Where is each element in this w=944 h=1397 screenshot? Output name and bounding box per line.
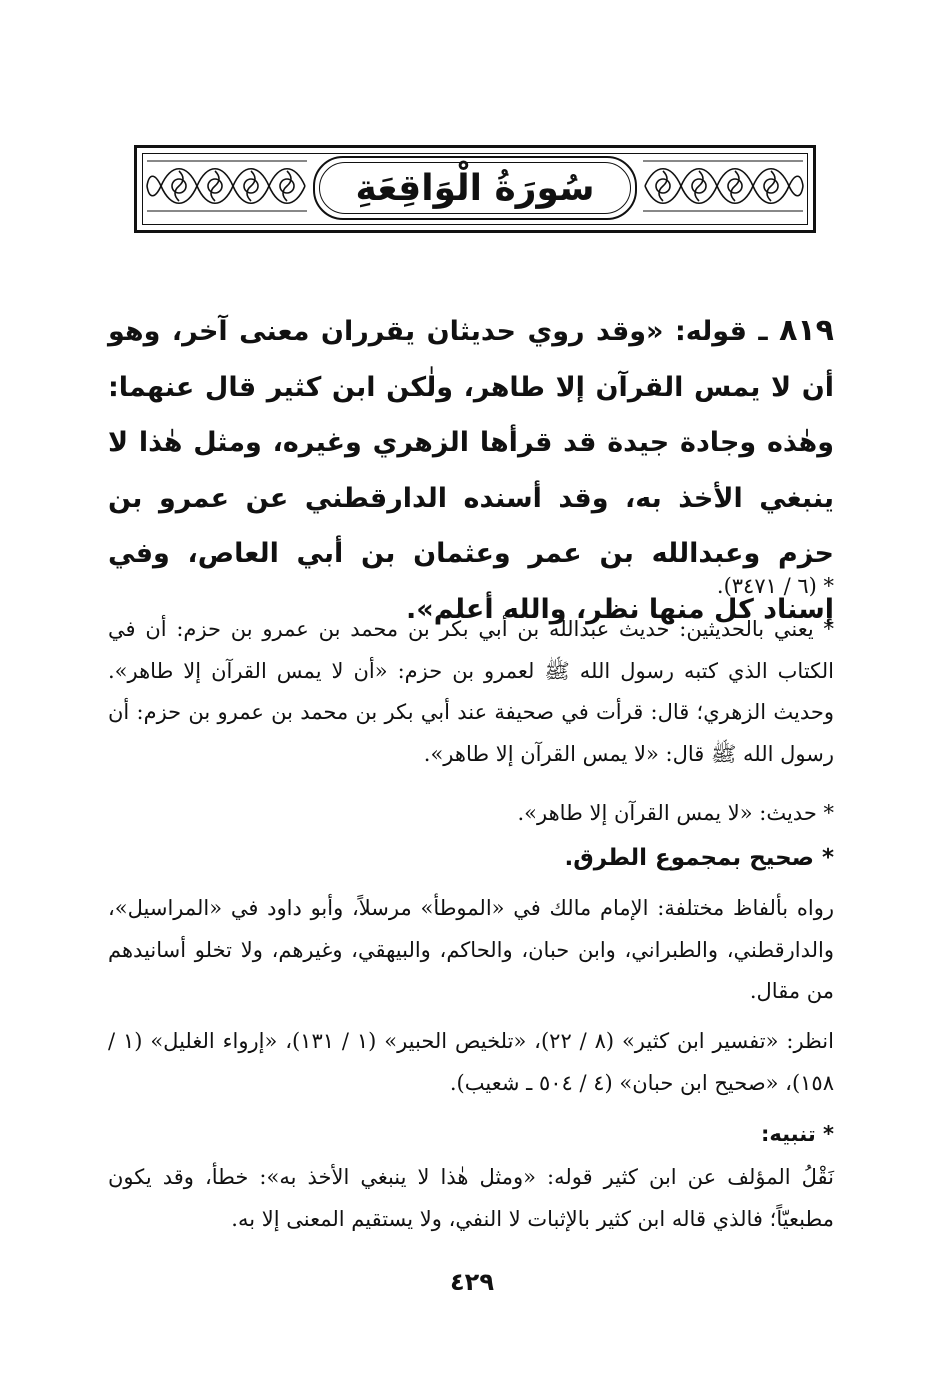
note-references: انظر: «تفسير ابن كثير» (٨ / ٢٢)، «تلخيص الحبير» (١ / ١٣١)، «إرواء الغليل» (١ / ١٥٨)، «صحيح ابن حبان» (٤ / ٥٠٤ ـ شعيب). xyxy=(108,1029,834,1095)
arabesque-ornament-right-icon xyxy=(641,157,805,215)
arabesque-ornament-left-icon xyxy=(145,157,309,215)
hadith-number: ٨١٩ xyxy=(779,313,834,348)
note-narrators: رواه بألفاظ مختلفة: الإمام مالك في «الموطأ» مرسلاً، وأبو داود في «المراسيل»، والدارقطني، والطبراني، وابن حبان، والحاكم، والبيهقي، وغيرهم، ولا تخلو أسانيدهم من مقال. xyxy=(108,896,834,1003)
note-caution-text: نَقْلُ المؤلف عن ابن كثير قوله: «ومثل هٰذا لا ينبغي الأخذ به»: خطأ، وقد يكون مطبعيّاً؛ فالذي قاله ابن كثير بالإثبات لا النفي، ولا يستقيم المعنى إلا به. xyxy=(108,1165,834,1231)
surah-title: سُورَةُ الْوَاقِعَةِ xyxy=(355,167,595,209)
page-number: ٤٢٩ xyxy=(450,1268,494,1296)
note-hadith-text: * حديث: «لا يمس القرآن إلا طاهر». xyxy=(517,801,834,825)
note-reference: * (٦ / ٣٤٧١). xyxy=(716,574,834,598)
surah-header xyxy=(134,145,816,233)
note-caution-heading: * تنبيه: xyxy=(760,1122,834,1146)
note-grading: * صحيح بمجموع الطرق. xyxy=(564,845,834,871)
note-explanation: * يعني بالحديثين: حديث عبدالله بن أبي بكر بن محمد بن عمرو بن حزم: أن في الكتاب الذي كتبه رسول الله ﷺ لعمرو بن حزم: «أن لا يمس القرآن إلا طاهر». وحديث الزهري؛ قال: قرأت في صحيفة عند أبي بكر بن محمد بن عمرو بن حزم: أن رسول الله ﷺ قال: «لا يمس القرآن إلا طاهر». xyxy=(108,617,834,766)
hadith-text: ـ قوله: «وقد روي حديثان يقرران معنى آخر، وهو أن لا يمس القرآن إلا طاهر، ولٰكن ابن كثير قال عنهما: وهٰذه وجادة جيدة قد قرأها الزهري وغيره، ومثل هٰذا لا ينبغي الأخذ به، وقد أسنده الدارقطني عن عمرو بن حزم وعبدالله بن عمر وعثمان بن أبي العاص، وفي إسناد كل منها نظر، والله أعلم». xyxy=(108,316,834,625)
surah-title-cartouche xyxy=(313,156,637,220)
